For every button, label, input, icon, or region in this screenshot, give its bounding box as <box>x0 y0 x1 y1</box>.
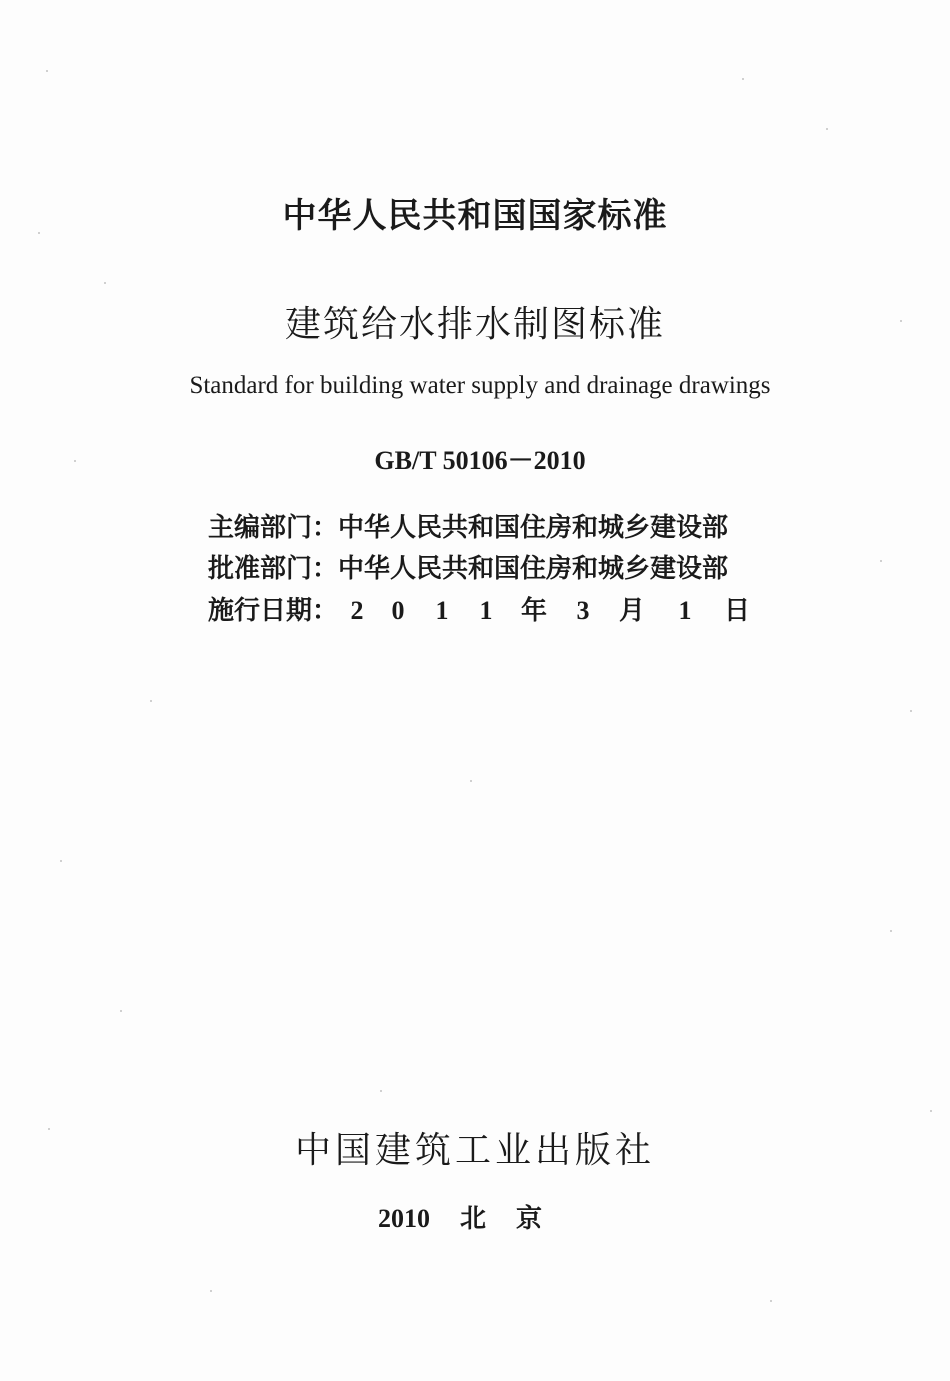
standard-info-block <box>208 508 762 631</box>
editor-label: 主编部门： <box>208 513 339 543</box>
imprint-year: 2010 <box>377 1204 430 1233</box>
scan-speck <box>742 78 744 80</box>
imprint-city: 北京 <box>459 1204 572 1234</box>
date-year-char: 年 <box>521 596 548 626</box>
scan-speck <box>770 1300 772 1302</box>
date-day: 1 <box>678 596 692 625</box>
date-month: 3 <box>576 596 590 625</box>
date-year-digit: 1 <box>435 596 449 625</box>
date-month-char: 月 <box>619 596 646 626</box>
imprint-line <box>0 1198 950 1235</box>
scan-speck <box>46 70 48 72</box>
effective-date-value <box>338 590 762 632</box>
effective-date-label: 施行日期： <box>208 596 339 626</box>
editor-row <box>208 508 762 549</box>
standard-number: GB/T 50106－2010 <box>374 446 586 475</box>
editor-value: 中华人民共和国住房和城乡建设部 <box>338 513 729 543</box>
scan-speck <box>470 780 472 782</box>
scan-speck <box>910 710 912 712</box>
scan-speck <box>880 560 882 562</box>
approver-value: 中华人民共和国住房和城乡建设部 <box>338 554 729 584</box>
approver-row <box>208 549 762 590</box>
scan-speck <box>930 1110 932 1112</box>
date-day-char: 日 <box>724 596 751 626</box>
standard-title-chinese: 建筑给水排水制图标准 <box>284 304 665 345</box>
publisher-name: 中国建筑工业出版社 <box>294 1130 655 1171</box>
date-year-digit: 1 <box>479 596 493 625</box>
standard-title-english: Standard for building water supply and drainage drawings <box>189 372 771 399</box>
date-year-digit: 2 <box>350 596 364 625</box>
effective-date-row <box>208 590 762 631</box>
date-year-digit: 0 <box>391 596 405 625</box>
national-standard-heading: 中华人民共和国国家标准 <box>282 196 668 236</box>
scan-speck <box>120 1010 122 1012</box>
scan-speck <box>890 930 892 932</box>
scan-speck <box>380 1090 382 1092</box>
scan-speck <box>210 1290 212 1292</box>
scan-speck <box>104 282 106 284</box>
scan-speck <box>826 128 828 130</box>
approver-label: 批准部门： <box>208 554 339 584</box>
scan-speck <box>150 700 152 702</box>
scan-speck <box>60 860 62 862</box>
